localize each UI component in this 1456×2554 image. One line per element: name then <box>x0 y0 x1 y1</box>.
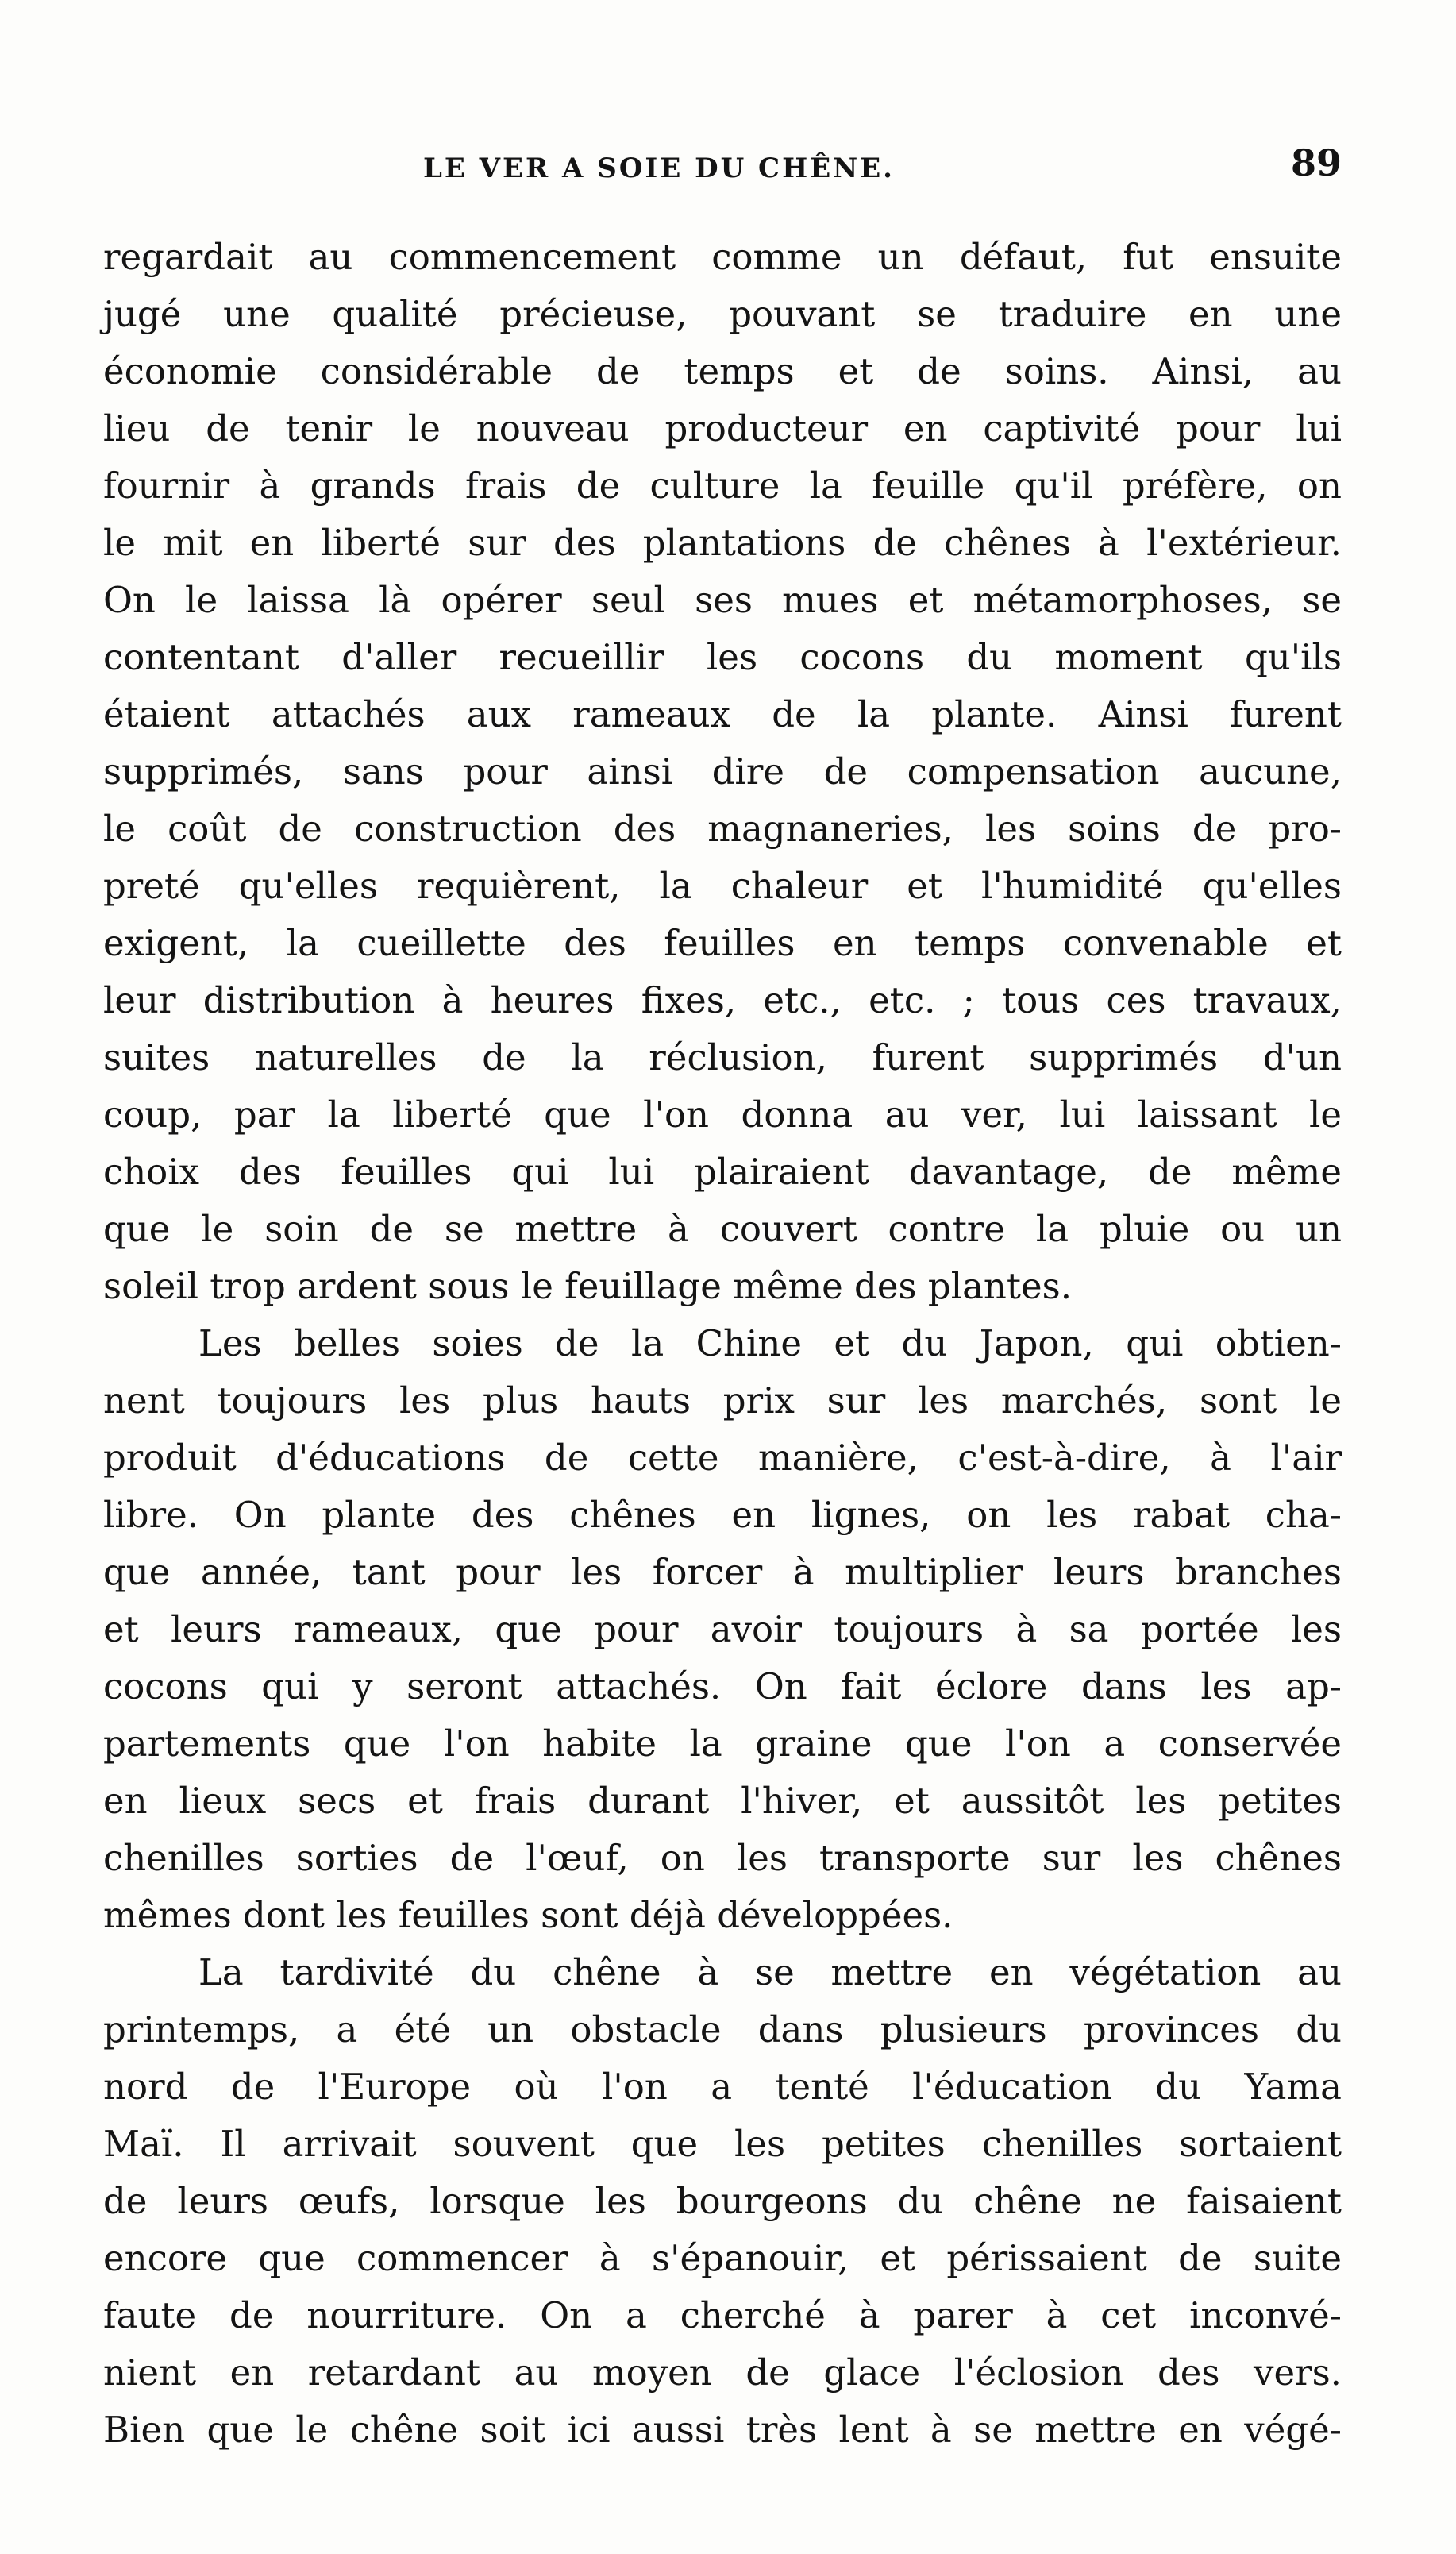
text-line: exigent, la cueillette des feuilles en temps convenable et <box>103 922 1342 964</box>
text-line: produit d'éducations de cette manière, c'est-à-dire, à l'air <box>103 1437 1342 1479</box>
text-line: choix des feuilles qui lui plairaient davantage, de même <box>103 1151 1342 1193</box>
paragraph <box>103 229 1342 1315</box>
text-line: suites naturelles de la réclusion, furent supprimés d'un <box>103 1036 1342 1078</box>
text-line: La tardivité du chêne à se mettre en végétation au <box>198 1951 1342 1993</box>
text-line: en lieux secs et frais durant l'hiver, et aussitôt les petites <box>103 1780 1342 1822</box>
text-line: que le soin de se mettre à couvert contre la pluie ou un <box>103 1208 1342 1250</box>
text-line: nent toujours les plus hauts prix sur les marchés, sont le <box>103 1379 1342 1422</box>
text-line: Les belles soies de la Chine et du Japon, qui obtien- <box>198 1322 1342 1364</box>
text-line: partements que l'on habite la graine que l'on a conservée <box>103 1723 1342 1765</box>
text-line: fournir à grands frais de culture la feuille qu'il préfère, on <box>103 465 1342 507</box>
text-line: nient en retardant au moyen de glace l'éclosion des vers. <box>103 2351 1342 2394</box>
text-line: et leurs rameaux, que pour avoir toujours à sa portée les <box>103 1608 1342 1650</box>
text-line: jugé une qualité précieuse, pouvant se traduire en une <box>103 293 1342 335</box>
text-line: coup, par la liberté que l'on donna au ver, lui laissant le <box>103 1094 1342 1136</box>
paragraph <box>103 1315 1342 1944</box>
text-line: chenilles sorties de l'œuf, on les transporte sur les chênes <box>103 1837 1342 1879</box>
text-line: nord de l'Europe où l'on a tenté l'éducation du Yama <box>103 2066 1342 2108</box>
text-line: cocons qui y seront attachés. On fait éclore dans les ap- <box>103 1665 1342 1707</box>
page-header <box>103 141 1342 197</box>
text-line: le coût de construction des magnaneries, les soins de pro- <box>103 808 1342 850</box>
text-line: faute de nourriture. On a cherché à parer à cet inconvé- <box>103 2294 1342 2336</box>
text-line: regardait au commencement comme un défaut, fut ensuite <box>103 236 1342 278</box>
text-line: libre. On plante des chênes en lignes, on les rabat cha- <box>103 1494 1342 1536</box>
text-line: économie considérable de temps et de soins. Ainsi, au <box>103 350 1342 392</box>
text-line: soleil trop ardent sous le feuillage même des plantes. <box>103 1265 1073 1307</box>
text-line: que année, tant pour les forcer à multiplier leurs branches <box>103 1551 1342 1593</box>
text-line: supprimés, sans pour ainsi dire de compensation aucune, <box>103 750 1342 793</box>
text-line: mêmes dont les feuilles sont déjà développées. <box>103 1894 953 1936</box>
text-line: On le laissa là opérer seul ses mues et métamorphoses, se <box>103 579 1342 621</box>
running-title: LE VER A SOIE DU CHÊNE. <box>423 152 895 184</box>
text-line: contentant d'aller recueillir les cocons du moment qu'ils <box>103 636 1342 678</box>
text-line: Maï. Il arrivait souvent que les petites chenilles sortaient <box>103 2123 1342 2165</box>
body-text <box>103 229 1342 2459</box>
text-line: Bien que le chêne soit ici aussi très lent à se mettre en végé- <box>103 2409 1342 2451</box>
text-line: étaient attachés aux rameaux de la plante. Ainsi furent <box>103 693 1342 735</box>
text-line: de leurs œufs, lorsque les bourgeons du chêne ne faisaient <box>103 2180 1342 2222</box>
text-line: preté qu'elles requièrent, la chaleur et l'humidité qu'elles <box>103 865 1342 907</box>
text-line: le mit en liberté sur des plantations de chênes à l'extérieur. <box>103 522 1342 564</box>
text-line: printemps, a été un obstacle dans plusieurs provinces du <box>103 2008 1342 2051</box>
text-line: leur distribution à heures fixes, etc., etc. ; tous ces travaux, <box>103 979 1342 1021</box>
text-line: encore que commencer à s'épanouir, et périssaient de suite <box>103 2237 1342 2279</box>
text-line: lieu de tenir le nouveau producteur en captivité pour lui <box>103 407 1342 449</box>
page-number: 89 <box>1290 141 1342 184</box>
paragraph <box>103 1944 1342 2459</box>
